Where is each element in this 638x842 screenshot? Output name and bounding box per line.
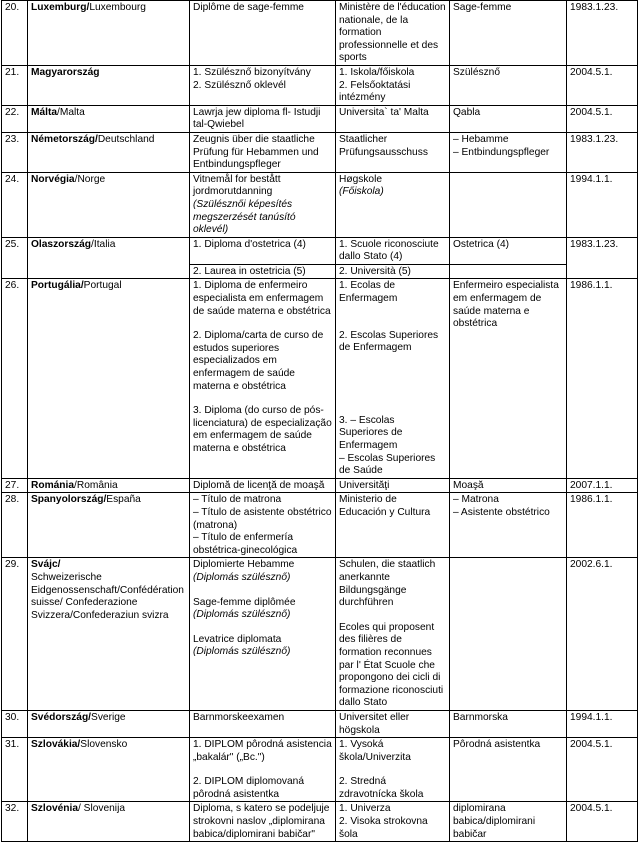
- table-row: [2, 279, 638, 478]
- issuer-line: 2. Visoka strokovna šola: [339, 816, 428, 840]
- diploma-line: 1. Szülésznő bizonyítvány: [193, 66, 311, 78]
- diploma-cell: [190, 65, 336, 105]
- diploma-translation: (Szülésznői képesítés megszerzését tanúsító oklevél): [193, 198, 296, 236]
- issuer-cell: [336, 710, 450, 737]
- issuer-line: Universita` ta' Malta: [339, 106, 429, 118]
- country-hu: Magyarország: [31, 66, 100, 78]
- issuer-cell: [336, 172, 450, 237]
- row-number: 20.: [2, 1, 28, 66]
- date-cell: 1994.1.1.: [567, 172, 638, 237]
- diploma-line: 2. Szülésznő oklevél: [193, 79, 286, 91]
- issuer-cell: [336, 478, 450, 493]
- country-hu: Luxemburg/: [31, 2, 90, 13]
- date-cell: 1986.1.1.: [567, 493, 638, 558]
- row-number: 27.: [2, 478, 28, 493]
- country-hu: Szlovákia/: [31, 739, 81, 751]
- issuer-cell: 2. Università (5): [336, 264, 450, 279]
- issuer-line: 2. Felsőoktatási intézmény: [339, 79, 411, 104]
- issuer-line: Universităţi: [339, 479, 390, 491]
- diploma-line: – Título de matrona: [193, 494, 282, 506]
- date-cell: 1983.1.23.: [567, 237, 638, 279]
- date-cell: 2004.5.1.: [567, 65, 638, 105]
- diploma-line: Barnmorskeexamen: [193, 711, 285, 723]
- diploma-cell: [190, 493, 336, 558]
- row-number: 29.: [2, 558, 28, 711]
- row-number: 31.: [2, 738, 28, 802]
- title-cell: [450, 279, 567, 478]
- date-cell: 1983.1.23.: [567, 132, 638, 172]
- country-hu: Svájc/: [31, 559, 61, 571]
- table-row: [2, 65, 638, 105]
- issuer-line: Universitet eller högskola: [339, 711, 410, 736]
- title-line: – Asistente obstétrico: [453, 507, 550, 518]
- country-native: /Italia: [91, 238, 116, 250]
- issuer-line: Ministerio de Educación y Cultura: [339, 494, 431, 518]
- diploma-cell: 1. DIPLOM pôrodná asistencia „bakalár" („Bc.") 2. DIPLOM diplomovaná pôrodná asistentka: [190, 738, 336, 802]
- row-number: 23.: [2, 132, 28, 172]
- date-cell: 2004.5.1.: [567, 802, 638, 842]
- table-row: [2, 558, 638, 711]
- diploma-line: – Título de enfermería obstétrica-ginecológica: [193, 532, 298, 556]
- title-cell: [450, 558, 567, 711]
- table-row: [2, 738, 638, 802]
- issuer-cell: [336, 493, 450, 558]
- issuer-cell: [336, 105, 450, 132]
- table-row: [2, 172, 638, 237]
- diploma-line: Vitnemål for bestått jordmorutdanning: [193, 173, 281, 198]
- table-row: [2, 237, 638, 264]
- country-cell: [28, 1, 190, 66]
- country-cell: [28, 710, 190, 737]
- table-row: [2, 493, 638, 558]
- country-cell: [28, 558, 190, 711]
- issuer-line: Ministère de l'éducation nationale, de la formation professionnelle et des sports: [339, 2, 446, 64]
- title-line: Sage-femme: [453, 2, 512, 13]
- country-cell: [28, 738, 190, 802]
- country-native: /Malta: [57, 106, 85, 118]
- issuer-translation: (Főiskola): [339, 186, 384, 198]
- diploma-line: Zeugnis über die staatliche Prüfung für Hebammen und Entbindungspfleger: [193, 133, 319, 171]
- title-cell: [450, 132, 567, 172]
- table-row: [2, 1, 638, 66]
- title-line: Szülésznő: [453, 66, 501, 78]
- title-line: – Hebamme: [453, 133, 509, 145]
- issuer-line: 1. Univerza: [339, 803, 391, 815]
- country-native: Sverige: [91, 711, 126, 723]
- title-cell: [450, 1, 567, 66]
- diploma-cell: [190, 802, 336, 842]
- title-cell: [450, 478, 567, 493]
- diploma-cell: 2. Laurea in ostetricia (5): [190, 264, 336, 279]
- date-cell: 2004.5.1.: [567, 738, 638, 802]
- country-hu: Németország/: [31, 133, 98, 145]
- title-line: – Matrona: [453, 494, 499, 506]
- issuer-cell: [336, 802, 450, 842]
- table-row: [2, 710, 638, 737]
- row-number: 21.: [2, 65, 28, 105]
- date-cell: 2004.5.1.: [567, 105, 638, 132]
- country-hu: Svédország/: [31, 711, 92, 723]
- diploma-line: – Título de asistente obstétrico (matrona): [193, 507, 332, 531]
- country-native: Slovensko: [80, 739, 128, 751]
- table-row: [2, 105, 638, 132]
- diploma-line: Diploma, s katero se podeljuje strokovni naslov „diplomirana babica/diplomirani babičar": [193, 803, 330, 840]
- diploma-cell: [190, 710, 336, 737]
- recognition-table: [1, 0, 638, 842]
- issuer-cell: [336, 132, 450, 172]
- issuer-cell: 1. Ecolas de Enfermagem 2. Escolas Superiores de Enfermagem 3. – Escolas Superiores de Enfermagem – Escolas Superiores de Saúde: [336, 279, 450, 478]
- date-cell: 1986.1.1.: [567, 279, 638, 478]
- title-cell: [450, 738, 567, 802]
- date-cell: 1994.1.1.: [567, 710, 638, 737]
- country-hu: Románia: [31, 479, 75, 491]
- country-cell: [28, 65, 190, 105]
- diploma-cell: [190, 172, 336, 237]
- table-row: [2, 132, 638, 172]
- country-native: / Slovenija: [78, 803, 126, 815]
- issuer-cell: [336, 1, 450, 66]
- issuer-line: Høgskole: [339, 173, 383, 185]
- country-cell: [28, 802, 190, 842]
- row-number: 30.: [2, 710, 28, 737]
- row-number: 22.: [2, 105, 28, 132]
- row-number: 26.: [2, 279, 28, 478]
- title-cell: [450, 802, 567, 842]
- table-row: [2, 478, 638, 493]
- country-native: Luxembourg: [89, 2, 146, 13]
- title-cell: [450, 710, 567, 737]
- row-number: 28.: [2, 493, 28, 558]
- country-cell: [28, 493, 190, 558]
- country-cell: [28, 279, 190, 478]
- diploma-line: Diplôme de sage-femme: [193, 2, 304, 13]
- country-native: España: [106, 494, 141, 506]
- country-cell: [28, 237, 190, 279]
- country-hu: Portugália/: [31, 280, 84, 292]
- row-number: 32.: [2, 802, 28, 842]
- country-hu: Szlovénia: [31, 803, 78, 815]
- title-line: Moaşă: [453, 479, 484, 491]
- country-cell: [28, 172, 190, 237]
- country-hu: Olaszország: [31, 238, 92, 250]
- title-cell: [450, 264, 567, 279]
- issuer-cell: [336, 65, 450, 105]
- row-number: 25.: [2, 237, 28, 279]
- issuer-cell: Schulen, die staatlich anerkannte Bildungsgänge durchführen Ecoles qui proposent des filières de formation reconnues par l' État Scuole che propongono dei cicli di formazione riconosciuti dallo Stato: [336, 558, 450, 711]
- diploma-cell: Diplomierte Hebamme (Diplomás szülésznő) Sage-femme diplômée (Diplomás szülésznő) Levatrice diplomata (Diplomás szülésznő): [190, 558, 336, 711]
- diploma-line: Diplomă de licenţă de moaşă: [193, 479, 325, 491]
- date-cell: 1983.1.23.: [567, 1, 638, 66]
- diploma-cell: [190, 478, 336, 493]
- title-cell: [450, 105, 567, 132]
- diploma-cell: [190, 1, 336, 66]
- date-cell: 2002.6.1.: [567, 558, 638, 711]
- title-line: Barnmorska: [453, 711, 508, 723]
- title-cell: [450, 65, 567, 105]
- title-line: diplomirana babica/diplomirani babičar: [453, 803, 536, 840]
- issuer-line: Staatlicher Prüfungsausschuss: [339, 133, 428, 158]
- title-line: Enfermeiro especialista em enfermagem de saúde materna e obstétrica: [453, 280, 559, 330]
- country-hu: Spanyolország/: [31, 494, 107, 506]
- title-cell: [450, 172, 567, 237]
- diploma-cell: 1. Diploma de enfermeiro especialista em enfermagem de saúde materna e obstétrica 2. Diploma/carta de curso de estudos superiores especializados em enfermagem de saúde materna e obstétrica 3. Diploma (do curso de pós-licenciatura) de especialização em enfermagem de saúde materna e obstétrica: [190, 279, 336, 478]
- diploma-line: Lawrja jew diploma fl- Istudji tal-Qwiebel: [193, 106, 321, 131]
- diploma-cell: [190, 105, 336, 132]
- row-number: 24.: [2, 172, 28, 237]
- country-native: Portugal: [83, 280, 122, 292]
- title-cell: [450, 493, 567, 558]
- country-cell: [28, 132, 190, 172]
- title-line: Qabla: [453, 106, 481, 118]
- title-line: Pôrodná asistentka: [453, 739, 541, 751]
- title-cell: Ostetrica (4): [450, 237, 567, 264]
- issuer-line: 1. Iskola/főiskola: [339, 66, 415, 78]
- country-hu: Málta: [31, 106, 58, 118]
- issuer-cell: 1. Scuole riconosciute dallo Stato (4): [336, 237, 450, 264]
- title-line: – Entbindungspfleger: [453, 146, 550, 158]
- country-native: Schweizerische Eidgenossenschaft/Confédération suisse/ Confederazione Svizzera/Confederaziun svizra: [31, 571, 184, 621]
- table-row: [2, 802, 638, 842]
- country-cell: [28, 105, 190, 132]
- diploma-cell: [190, 132, 336, 172]
- date-cell: 2007.1.1.: [567, 478, 638, 493]
- issuer-cell: 1. Vysoká škola/Univerzita 2. Stredná zdravotnícka škola: [336, 738, 450, 802]
- country-cell: [28, 478, 190, 493]
- country-native: Deutschland: [97, 133, 155, 145]
- country-native: /România: [74, 479, 118, 491]
- diploma-cell: 1. Diploma d'ostetrica (4): [190, 237, 336, 264]
- country-native: /Norge: [74, 173, 106, 185]
- country-hu: Norvégia: [31, 173, 75, 185]
